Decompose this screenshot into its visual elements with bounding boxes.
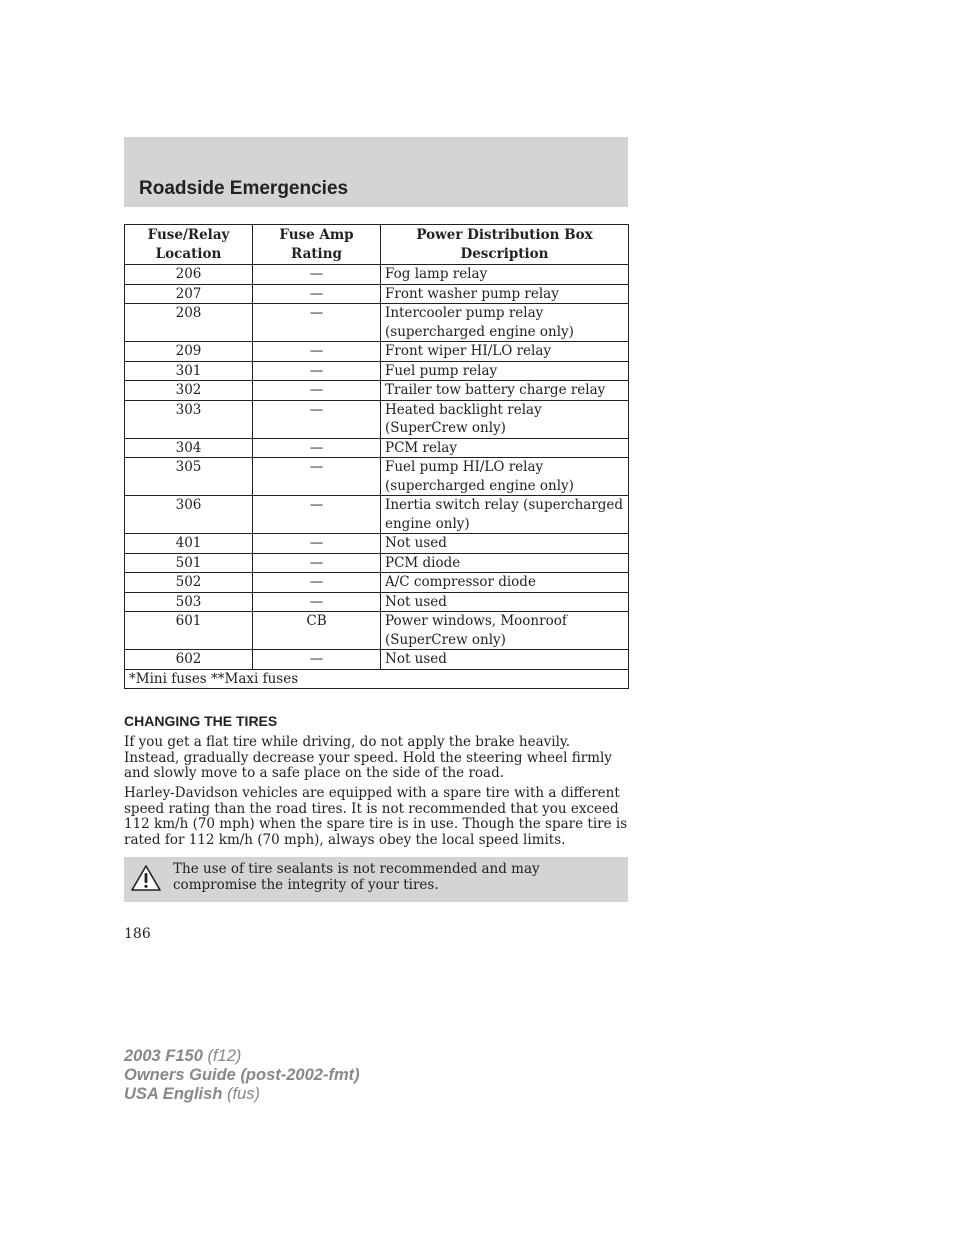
fuse-amp-cell: — xyxy=(253,361,381,381)
table-row xyxy=(125,612,629,650)
fuse-location-cell: 502 xyxy=(125,573,253,593)
fuse-amp-cell: — xyxy=(253,400,381,438)
fuse-location-cell: 207 xyxy=(125,284,253,304)
fuse-location-cell: 301 xyxy=(125,361,253,381)
fuse-description-cell: Front wiper HI/LO relay xyxy=(381,342,629,362)
fuse-amp-cell: — xyxy=(253,265,381,285)
column-header: Power Distribution Box Description xyxy=(381,225,629,265)
fuse-description-cell: Intercooler pump relay (supercharged engine only) xyxy=(381,304,629,342)
column-header: Fuse/Relay Location xyxy=(125,225,253,265)
page-number: 186 xyxy=(124,926,151,942)
table-row xyxy=(125,400,629,438)
table-row xyxy=(125,438,629,458)
fuse-description-cell: PCM diode xyxy=(381,553,629,573)
footer-line xyxy=(124,1085,360,1104)
fuse-amp-cell: — xyxy=(253,592,381,612)
fuse-amp-cell: — xyxy=(253,650,381,670)
fuse-description-cell: Power windows, Moonroof (SuperCrew only) xyxy=(381,612,629,650)
table-row xyxy=(125,284,629,304)
fuse-amp-cell: — xyxy=(253,438,381,458)
table-row xyxy=(125,534,629,554)
section-heading: CHANGING THE TIRES xyxy=(124,713,278,729)
fuse-amp-cell: — xyxy=(253,458,381,496)
table-row xyxy=(125,650,629,670)
fuse-description-cell: Not used xyxy=(381,534,629,554)
fuse-amp-cell: — xyxy=(253,304,381,342)
fuse-amp-cell: CB xyxy=(253,612,381,650)
fuse-location-cell: 401 xyxy=(125,534,253,554)
fuse-description-cell: PCM relay xyxy=(381,438,629,458)
warning-triangle-icon xyxy=(130,864,162,892)
fuse-location-cell: 305 xyxy=(125,458,253,496)
fuse-description-cell: Front washer pump relay xyxy=(381,284,629,304)
fuse-location-cell: 303 xyxy=(125,400,253,438)
table-row xyxy=(125,458,629,496)
fuse-table xyxy=(124,224,629,689)
fuse-amp-cell: — xyxy=(253,534,381,554)
fuse-location-cell: 306 xyxy=(125,496,253,534)
fuse-location-cell: 208 xyxy=(125,304,253,342)
footer-language-code: (fus) xyxy=(222,1085,260,1103)
paragraph: Harley-Davidson vehicles are equipped with a spare tire with a different speed rating than the road tires. It is not recommended that you exceed 112 km/h (70 mph) when the spare tire is in use. Though the spare tire is rated for 112 km/h (70 mph), always obey the local speed limits. xyxy=(124,785,628,848)
fuse-location-cell: 209 xyxy=(125,342,253,362)
footer-model: 2003 F150 xyxy=(124,1047,203,1065)
fuse-amp-cell: — xyxy=(253,284,381,304)
table-header-row xyxy=(125,225,629,265)
fuse-description-cell: Inertia switch relay (supercharged engine only) xyxy=(381,496,629,534)
warning-text: The use of tire sealants is not recommended and may compromise the integrity of your tires. xyxy=(173,861,540,893)
fuse-description-cell: Heated backlight relay (SuperCrew only) xyxy=(381,400,629,438)
table-row xyxy=(125,381,629,401)
table-row xyxy=(125,496,629,534)
table-row xyxy=(125,342,629,362)
fuse-description-cell: Fuel pump relay xyxy=(381,361,629,381)
fuse-description-cell: Trailer tow battery charge relay xyxy=(381,381,629,401)
warning-box xyxy=(124,857,628,902)
footer-model-code: (f12) xyxy=(202,1047,242,1065)
fuse-amp-cell: — xyxy=(253,553,381,573)
document-footer xyxy=(124,1047,360,1104)
fuse-description-cell: Fuel pump HI/LO relay (supercharged engine only) xyxy=(381,458,629,496)
fuse-description-cell: Not used xyxy=(381,650,629,670)
footer-line xyxy=(124,1066,360,1085)
table-row xyxy=(125,265,629,285)
fuse-amp-cell: — xyxy=(253,573,381,593)
section-title: Roadside Emergencies xyxy=(139,178,349,199)
fuse-description-cell: A/C compressor diode xyxy=(381,573,629,593)
paragraph: If you get a flat tire while driving, do not apply the brake heavily. Instead, gradually decrease your speed. Hold the steering wheel firmly and slowly move to a safe place on the side of the road. xyxy=(124,734,612,781)
footer-line xyxy=(124,1047,360,1066)
fuse-location-cell: 503 xyxy=(125,592,253,612)
fuse-amp-cell: — xyxy=(253,342,381,362)
fuse-location-cell: 601 xyxy=(125,612,253,650)
fuse-location-cell: 304 xyxy=(125,438,253,458)
table-row xyxy=(125,553,629,573)
table-row xyxy=(125,361,629,381)
section-header-band xyxy=(124,137,628,207)
table-row xyxy=(125,304,629,342)
fuse-location-cell: 501 xyxy=(125,553,253,573)
fuse-location-cell: 602 xyxy=(125,650,253,670)
fuse-location-cell: 206 xyxy=(125,265,253,285)
table-row xyxy=(125,592,629,612)
fuse-description-cell: Fog lamp relay xyxy=(381,265,629,285)
footer-language: USA English xyxy=(124,1085,223,1103)
table-row xyxy=(125,573,629,593)
fuse-description-cell: Not used xyxy=(381,592,629,612)
fuse-location-cell: 302 xyxy=(125,381,253,401)
table-footnote-row xyxy=(125,669,629,689)
footer-guide: Owners Guide (post-2002-fmt) xyxy=(124,1066,360,1084)
fuse-amp-cell: — xyxy=(253,496,381,534)
column-header: Fuse Amp Rating xyxy=(253,225,381,265)
fuse-amp-cell: — xyxy=(253,381,381,401)
table-footnote: *Mini fuses **Maxi fuses xyxy=(125,669,629,689)
